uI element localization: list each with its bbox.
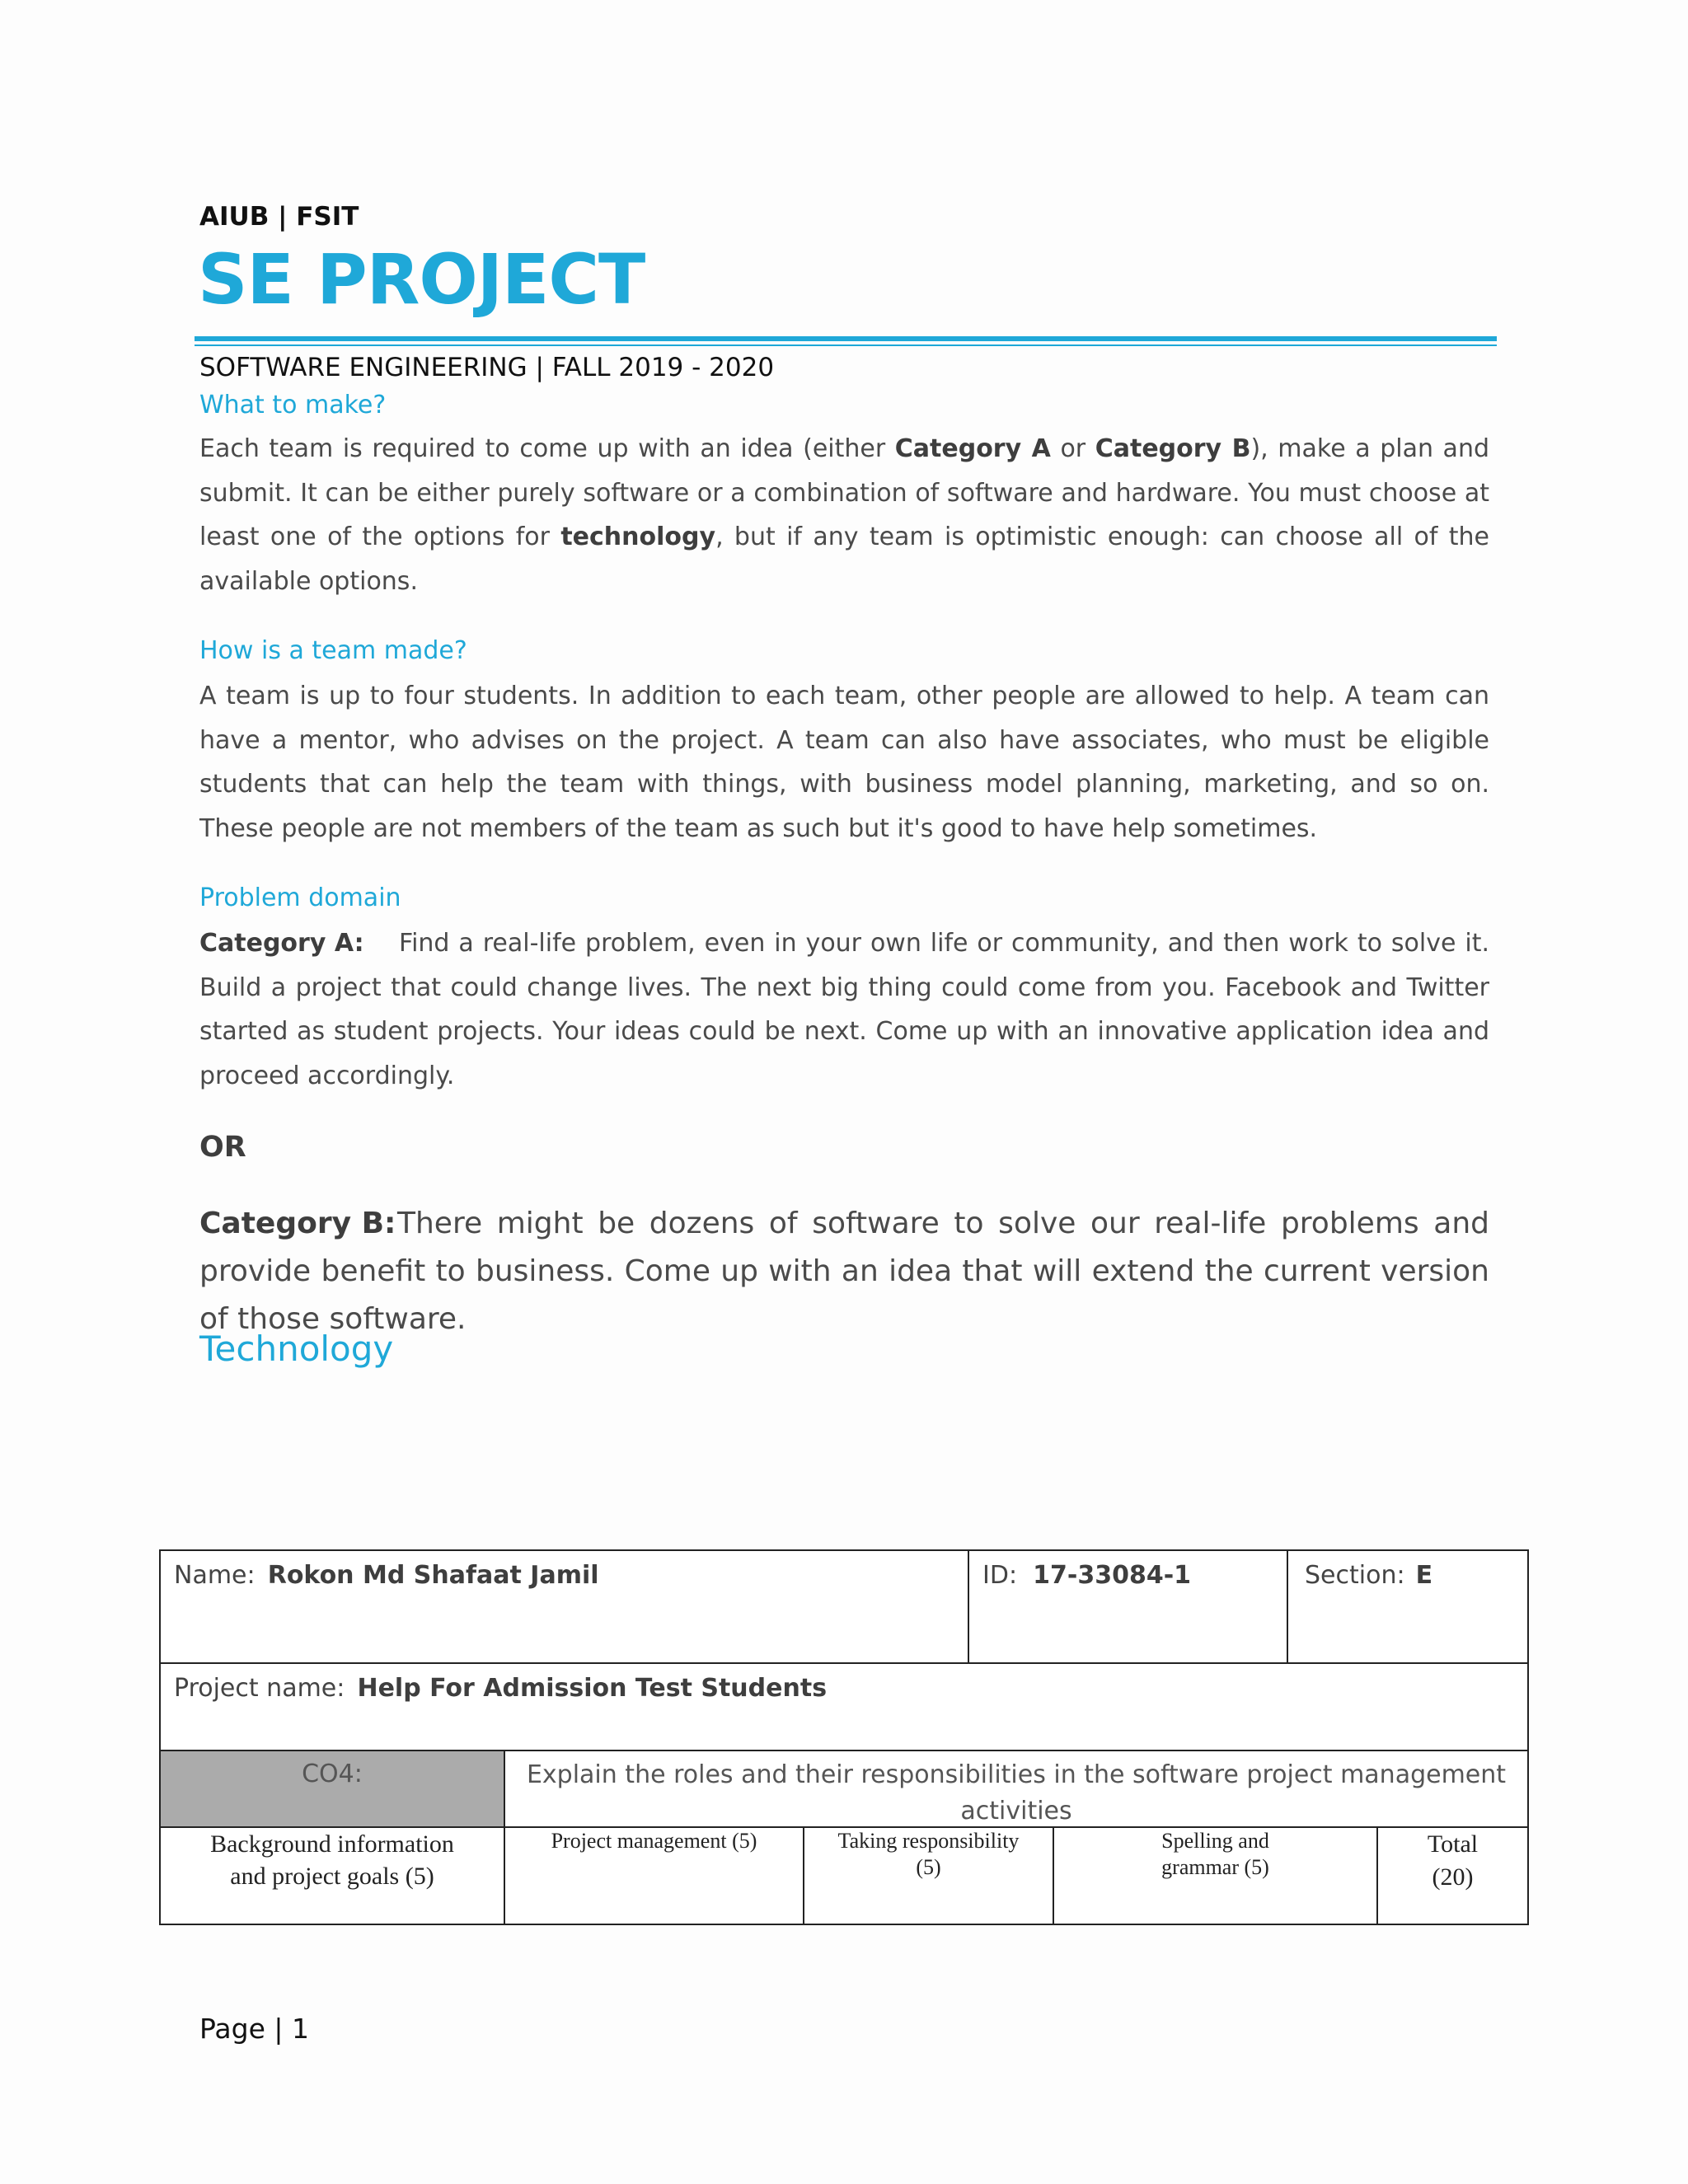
section-value: E (1415, 1561, 1433, 1590)
org-label: AIUB | FSIT (199, 202, 359, 232)
project-name: Help For Admission Test Students (357, 1674, 828, 1703)
paragraph-team: A team is up to four students. In addition to each team, other people are allowed to help. A team can have a mentor, who advises on the project. A team can also have associates, who must be eligible students that can help the team with things, with business model planning, marketing, and so on. These people are not members of the team as such but it's good to have help sometimes. (199, 682, 1489, 843)
co-description-cell: Explain the roles and their responsibilities in the software project management activities (504, 1750, 1529, 1828)
title-rule-thin (195, 344, 1497, 346)
student-id: 17-33084-1 (1033, 1561, 1192, 1590)
category-a-label: Category A: (199, 929, 364, 958)
section-cell: Section: E (1287, 1549, 1529, 1664)
document-title: SE PROJECT (198, 239, 645, 320)
rubric-spelling-grammar: Spelling and grammar (5) (1053, 1826, 1378, 1925)
co-label-cell: CO4: (159, 1750, 505, 1828)
heading-problem-domain: Problem domain (199, 883, 401, 912)
heading-team: How is a team made? (199, 636, 467, 665)
or-label: OR (199, 1131, 246, 1164)
student-name: Rokon Md Shafaat Jamil (267, 1561, 599, 1590)
project-name-cell: Project name: Help For Admission Test Students (159, 1662, 1529, 1751)
rubric-background: Background information and project goals (5) (159, 1826, 505, 1925)
name-cell: Name: Rokon Md Shafaat Jamil (159, 1549, 969, 1664)
heading-what-to-make: What to make? (199, 391, 387, 419)
student-info-table (159, 1549, 1529, 1925)
rubric-total: Total (20) (1376, 1826, 1529, 1925)
heading-technology: Technology (199, 1329, 394, 1369)
rubric-taking-responsibility: Taking responsibility (5) (803, 1826, 1054, 1925)
paragraph-category-b: Category B:There might be dozens of software to solve our real-life problems and provide benefit to business. Come up with an idea that will extend the current version of those software. (199, 1200, 1489, 1343)
page-number: Page | 1 (199, 2013, 309, 2045)
paragraph-category-a: Category A: Find a real-life problem, even in your own life or community, and then work to solve it. Build a project that could change lives. The next big thing could come from you. Facebook and Twitter started as student projects. Your ideas could be next. Come up with an innovative application idea and proceed accordingly. (199, 921, 1489, 1098)
id-cell: ID: 17-33084-1 (968, 1549, 1288, 1664)
rubric-project-management: Project management (5) (504, 1826, 804, 1925)
document-subtitle: SOFTWARE ENGINEERING | FALL 2019 - 2020 (199, 353, 775, 382)
paragraph-what-to-make: Each team is required to come up with an idea (either Category A or Category B), make a plan and submit. It can be either purely software or a combination of software and hardware. You must choose at least one of the options for technology, but if any team is optimistic enough: can choose all of the available options. (199, 434, 1490, 596)
category-b-label: Category B: (199, 1207, 396, 1240)
title-rule (195, 336, 1497, 341)
